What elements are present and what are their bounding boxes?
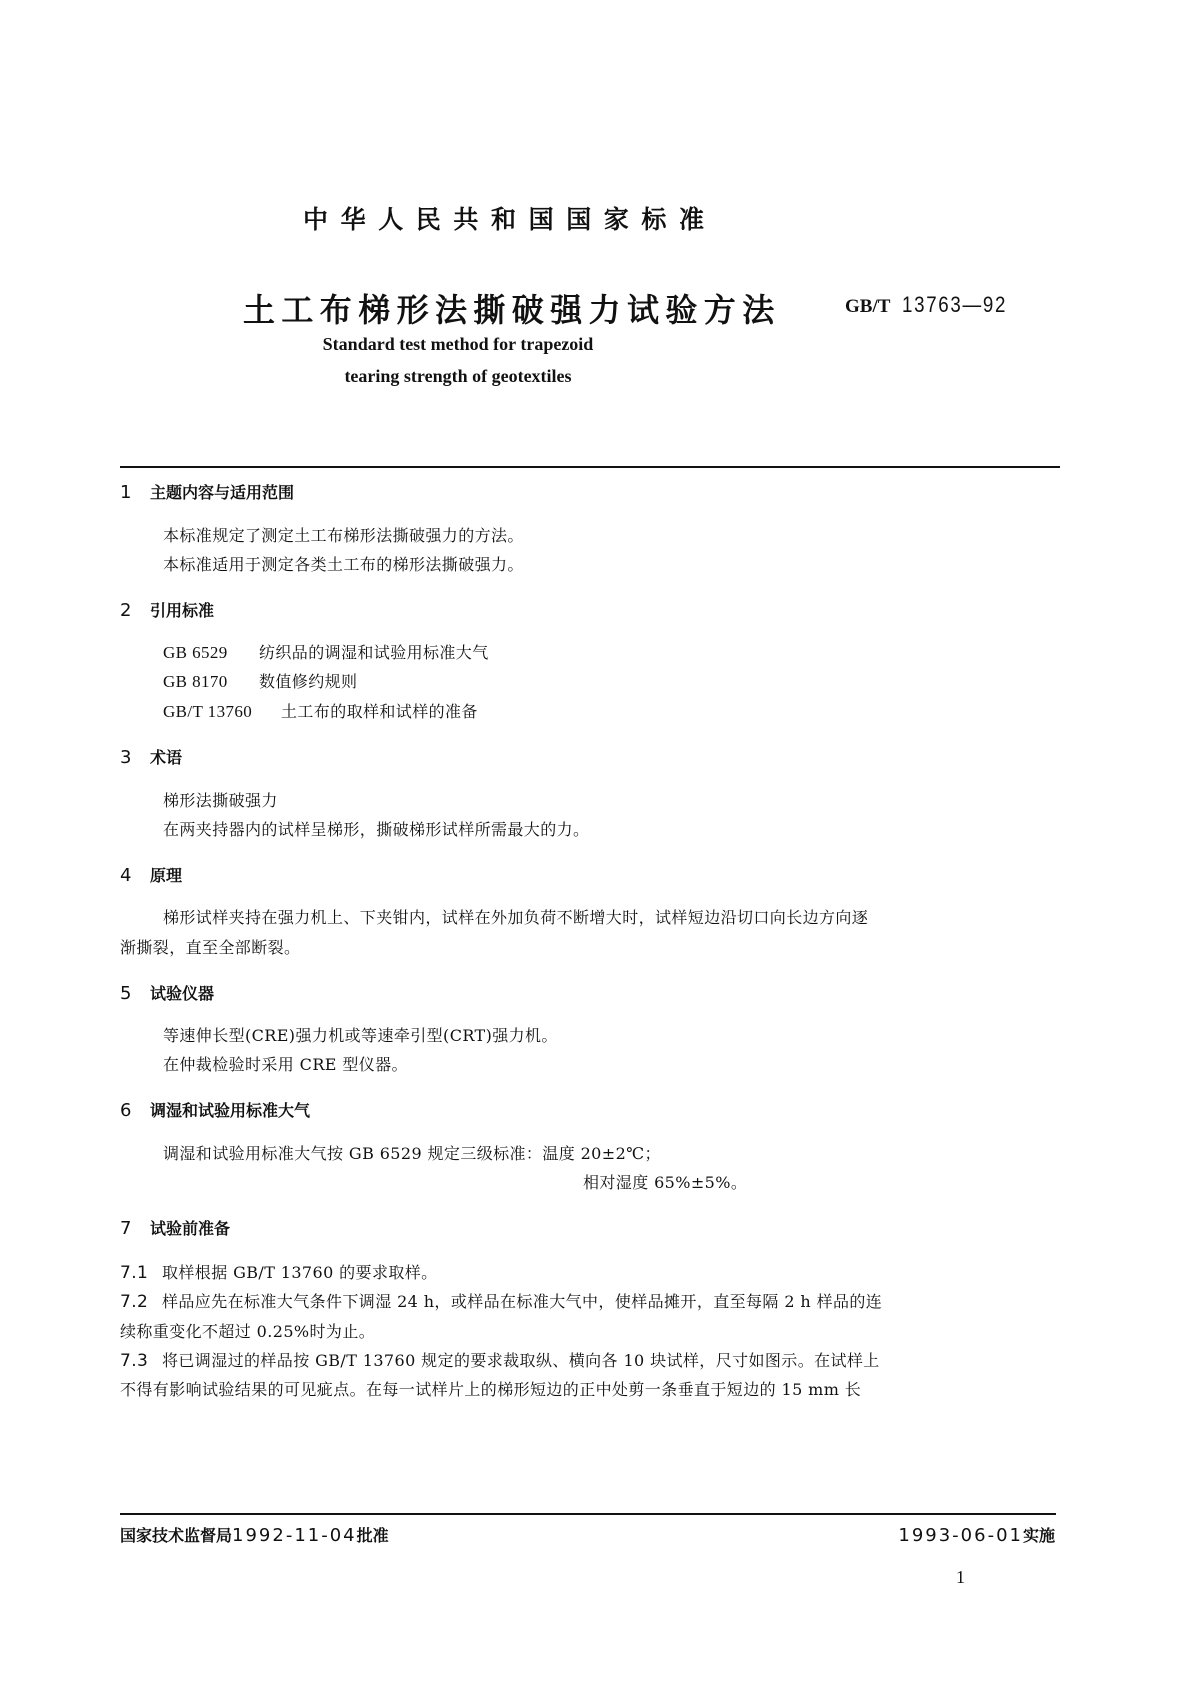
section-number: 5 bbox=[120, 983, 132, 1004]
effective-info bbox=[898, 1525, 1055, 1547]
section-1-line-2: 本标准适用于测定各类土工布的梯形法撕破强力。 bbox=[163, 555, 524, 574]
approval-label: 批准 bbox=[356, 1526, 389, 1545]
reference-code: GB 6529 bbox=[163, 643, 228, 662]
atmosphere-humidity: 相对湿度 65%±5%。 bbox=[583, 1173, 748, 1192]
header-divider bbox=[120, 466, 1060, 468]
section-title: 主题内容与适用范围 bbox=[150, 483, 295, 502]
document-title-en-line2: tearing strength of geotextiles bbox=[344, 366, 572, 386]
section-heading-2 bbox=[120, 600, 214, 622]
section-number: 6 bbox=[120, 1100, 132, 1121]
section-4-line-1: 梯形试样夹持在强力机上、下夹钳内，试样在外加负荷不断增大时，试样短边沿切口向长边方向逐 bbox=[163, 908, 869, 927]
section-heading-6 bbox=[120, 1100, 310, 1122]
reference-code: GB/T 13760 bbox=[163, 702, 253, 721]
section-heading-5 bbox=[120, 983, 214, 1005]
section-number: 1 bbox=[120, 482, 132, 503]
section-number: 4 bbox=[120, 865, 132, 886]
footer-divider bbox=[120, 1513, 1056, 1515]
section-heading-1 bbox=[120, 482, 294, 504]
section-5-line-1: 等速伸长型(CRE)强力机或等速牵引型(CRT)强力机。 bbox=[163, 1026, 558, 1045]
reference-title: 数值修约规则 bbox=[259, 672, 358, 691]
subsection-text: 样品应先在标准大气条件下调湿 24 h，或样品在标准大气中，使样品摊开，直至每隔 2 h 样品的连 bbox=[162, 1292, 883, 1311]
page-number: 1 bbox=[956, 1567, 965, 1587]
approving-authority: 国家技术监督局 bbox=[120, 1526, 233, 1545]
approval-info bbox=[120, 1525, 389, 1547]
reference-title: 土工布的取样和试样的准备 bbox=[281, 702, 478, 721]
standard-code bbox=[845, 291, 1026, 321]
subsection-7-3-continued: 不得有影响试验结果的可见疵点。在每一试样片上的梯形短边的正中处剪一条垂直于短边的 15 mm 长 bbox=[120, 1380, 862, 1399]
reference-item bbox=[163, 642, 489, 664]
section-title: 试验仪器 bbox=[150, 984, 215, 1003]
subsection-7-2 bbox=[120, 1291, 882, 1313]
subsection-7-1 bbox=[120, 1262, 438, 1284]
section-5-line-2: 在仲裁检验时采用 CRE 型仪器。 bbox=[163, 1055, 408, 1074]
document-title-en-line1: Standard test method for trapezoid bbox=[322, 334, 594, 354]
section-4-line-2: 渐撕裂，直至全部断裂。 bbox=[120, 938, 301, 957]
section-heading-4 bbox=[120, 865, 182, 887]
standard-code-prefix: GB/T bbox=[845, 296, 891, 317]
reference-item bbox=[163, 671, 357, 693]
section-title: 试验前准备 bbox=[150, 1219, 231, 1238]
section-title: 引用标准 bbox=[150, 601, 215, 620]
reference-code: GB 8170 bbox=[163, 672, 228, 691]
term-name: 梯形法撕破强力 bbox=[163, 791, 278, 810]
atmosphere-temperature: 调湿和试验用标准大气按 GB 6529 规定三级标准：温度 20±2℃； bbox=[163, 1144, 661, 1163]
reference-item bbox=[163, 701, 478, 723]
section-title: 原理 bbox=[150, 866, 183, 885]
subsection-text: 取样根据 GB/T 13760 的要求取样。 bbox=[162, 1263, 438, 1282]
standard-code-number: 13763—92 bbox=[902, 292, 1008, 317]
section-number: 7 bbox=[120, 1218, 132, 1239]
document-title-cn: 土工布梯形法撕破强力试验方法 bbox=[243, 291, 781, 329]
subsection-number: 7.3 bbox=[120, 1351, 149, 1371]
section-heading-3 bbox=[120, 747, 182, 769]
section-heading-7 bbox=[120, 1218, 230, 1240]
section-number: 2 bbox=[120, 600, 132, 621]
section-title: 术语 bbox=[150, 748, 183, 767]
section-1-line-1: 本标准规定了测定土工布梯形法撕破强力的方法。 bbox=[163, 526, 524, 545]
subsection-7-3 bbox=[120, 1350, 880, 1372]
approval-date: 1992-11-04 bbox=[232, 1525, 357, 1546]
reference-title: 纺织品的调湿和试验用标准大气 bbox=[259, 643, 489, 662]
subsection-7-2-continued: 续称重变化不超过 0.25%时为止。 bbox=[120, 1322, 376, 1341]
section-number: 3 bbox=[120, 747, 132, 768]
subsection-text: 将已调湿过的样品按 GB/T 13760 规定的要求裁取纵、横向各 10 块试样，尺寸如图示。在试样上 bbox=[162, 1351, 880, 1370]
effective-date: 1993-06-01 bbox=[898, 1525, 1023, 1546]
term-definition: 在两夹持器内的试样呈梯形，撕破梯形试样所需最大的力。 bbox=[163, 820, 590, 839]
section-title: 调湿和试验用标准大气 bbox=[150, 1101, 311, 1120]
national-standard-heading: 中华人民共和国国家标准 bbox=[303, 205, 717, 234]
effective-label: 实施 bbox=[1022, 1526, 1055, 1545]
subsection-number: 7.1 bbox=[120, 1263, 149, 1283]
subsection-number: 7.2 bbox=[120, 1292, 149, 1312]
